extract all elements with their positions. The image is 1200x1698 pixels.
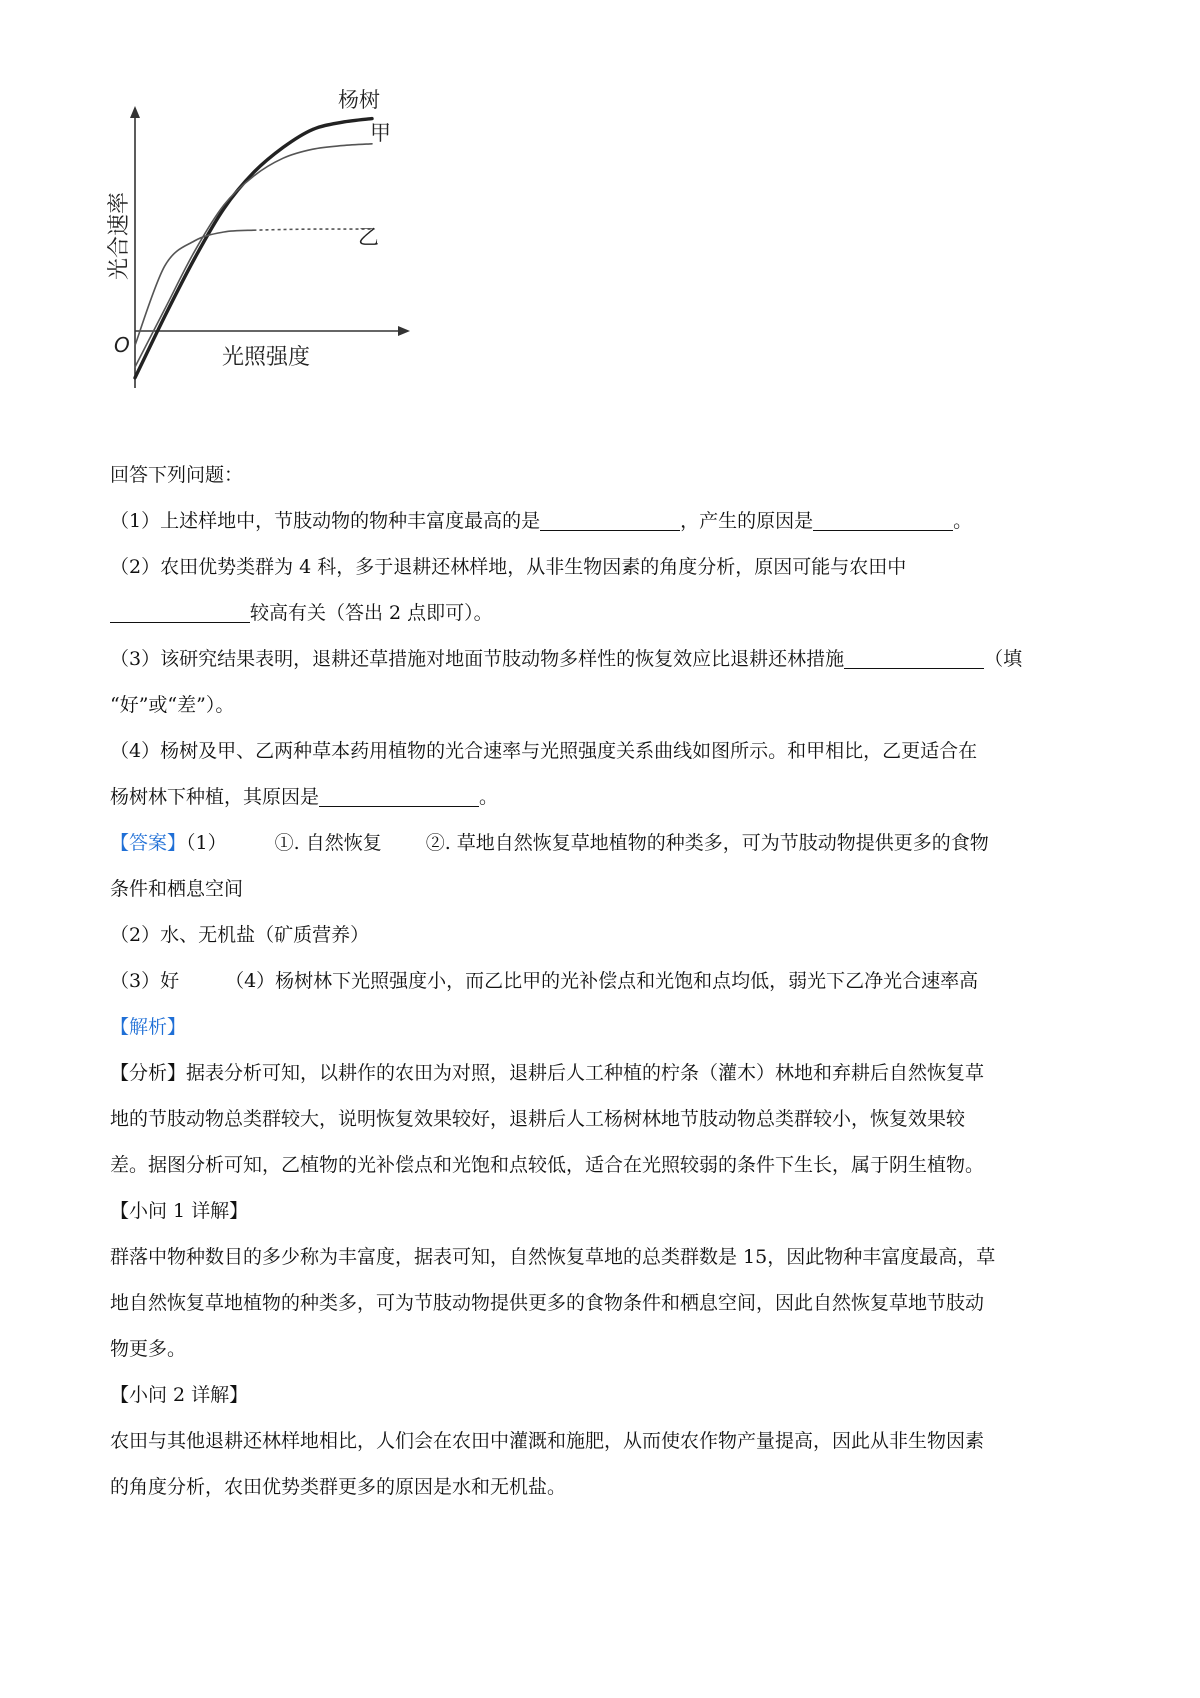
q4-text: 杨树林下种植，其原因是 xyxy=(110,786,320,808)
answer-tag: 【答案】 xyxy=(110,832,187,854)
question-4-line2 xyxy=(110,774,1100,820)
q2-text: 较高有关（答出 2 点即可）。 xyxy=(250,602,493,624)
sub-question-1-line-3: 物更多。 xyxy=(110,1338,187,1360)
answer-3: （3）好 xyxy=(110,970,180,992)
series-line-yi-dashed xyxy=(254,229,373,230)
sub-question-1-title: 【小问 1 详解】 xyxy=(110,1200,249,1222)
intro-text: 回答下列问题： xyxy=(110,464,244,486)
answer-4: （4）杨树林下光照强度小，而乙比甲的光补偿点和光饱和点均低，弱光下乙净光合速率高 xyxy=(225,970,979,992)
answer-1b: ②. 草地自然恢复草地植物的种类多，可为节肢动物提供更多的食物 xyxy=(425,832,989,854)
analysis-tag: 【解析】 xyxy=(110,1016,187,1038)
question-2-line2 xyxy=(110,590,1100,636)
yi-series-label: 乙 xyxy=(358,225,379,249)
analysis-line-2: 地的节肢动物总类群较大，说明恢复效果较好，退耕后人工杨树林地节肢动物总类群较小，恢复效果较 xyxy=(110,1108,966,1130)
answer-blank-2[interactable] xyxy=(813,510,953,531)
x-axis-label: 光照强度 xyxy=(222,345,311,370)
answer-1-num: （1） xyxy=(186,832,227,854)
answer-blank-4[interactable] xyxy=(844,648,984,669)
jia-series-label: 甲 xyxy=(370,121,391,145)
analysis-line-3: 差。据图分析可知，乙植物的光补偿点和光饱和点较低，适合在光照较弱的条件下生长，属于阴生植物。 xyxy=(110,1154,985,1176)
answer-blank-5[interactable] xyxy=(319,786,479,807)
y-axis-label: 光合速率 xyxy=(107,191,132,280)
light-photosynthesis-figure xyxy=(107,88,470,448)
question-3-line2: “好”或“差”）。 xyxy=(110,694,235,716)
q3-text-end: （填 xyxy=(984,648,1023,670)
q1-text-c: 。 xyxy=(953,510,973,532)
q1-text-b: ，产生的原因是 xyxy=(680,510,814,532)
series-line-jia xyxy=(135,144,372,367)
x-axis-arrow xyxy=(398,326,410,336)
sub-question-1-line-2: 地自然恢复草地植物的种类多，可为节肢动物提供更多的食物条件和栖息空间，因此自然恢复草地节肢动 xyxy=(110,1292,985,1314)
question-1 xyxy=(110,498,1100,544)
question-2-line1: （2）农田优势类群为 4 科，多于退耕还林样地，从非生物因素的角度分析，原因可能与农田中 xyxy=(110,556,907,578)
sub-question-1-line-1: 群落中物种数目的多少称为丰富度，据表可知，自然恢复草地的总类群数是 15，因此物种丰富度最高，草 xyxy=(110,1246,996,1268)
q3-text: （3）该研究结果表明，退耕还草措施对地面节肢动物多样性的恢复效应比退耕还林措施 xyxy=(110,648,845,670)
series-line-poplar xyxy=(135,119,372,378)
answer-blank-3[interactable] xyxy=(110,602,250,623)
y-axis-arrow xyxy=(130,106,140,118)
question-3-line1 xyxy=(110,636,1100,682)
series-line-yi xyxy=(135,230,254,345)
question-content xyxy=(110,452,1100,1510)
curve-group xyxy=(135,119,372,378)
origin-label: O xyxy=(114,333,130,357)
line-chart xyxy=(107,88,470,448)
sub-question-2-line-2: 的角度分析，农田优势类群更多的原因是水和无机盐。 xyxy=(110,1476,567,1498)
answer-line-1-cont: 条件和栖息空间 xyxy=(110,878,244,900)
answer-1a: ①. 自然恢复 xyxy=(274,832,382,854)
sub-question-2-title: 【小问 2 详解】 xyxy=(110,1384,249,1406)
q1-text-a: （1）上述样地中，节肢动物的物种丰富度最高的是 xyxy=(110,510,541,532)
q4-text-end: 。 xyxy=(479,786,499,808)
answer-line-2: （2）水、无机盐（矿质营养） xyxy=(110,924,370,946)
analysis-line-1: 【分析】据表分析可知，以耕作的农田为对照，退耕后人工种植的柠条（灌木）林地和弃耕后自然恢复草 xyxy=(110,1062,985,1084)
sub-question-2-line-1: 农田与其他退耕还林样地相比，人们会在农田中灌溉和施肥，从而使农作物产量提高，因此从非生物因素 xyxy=(110,1430,985,1452)
question-4-line1: （4）杨树及甲、乙两种草本药用植物的光合速率与光照强度关系曲线如图所示。和甲相比，乙更适合在 xyxy=(110,740,978,762)
answer-blank-1[interactable] xyxy=(540,510,680,531)
answer-line-1 xyxy=(110,820,1100,866)
poplar-series-label: 杨树 xyxy=(338,88,380,112)
answer-line-3 xyxy=(110,958,1100,1004)
